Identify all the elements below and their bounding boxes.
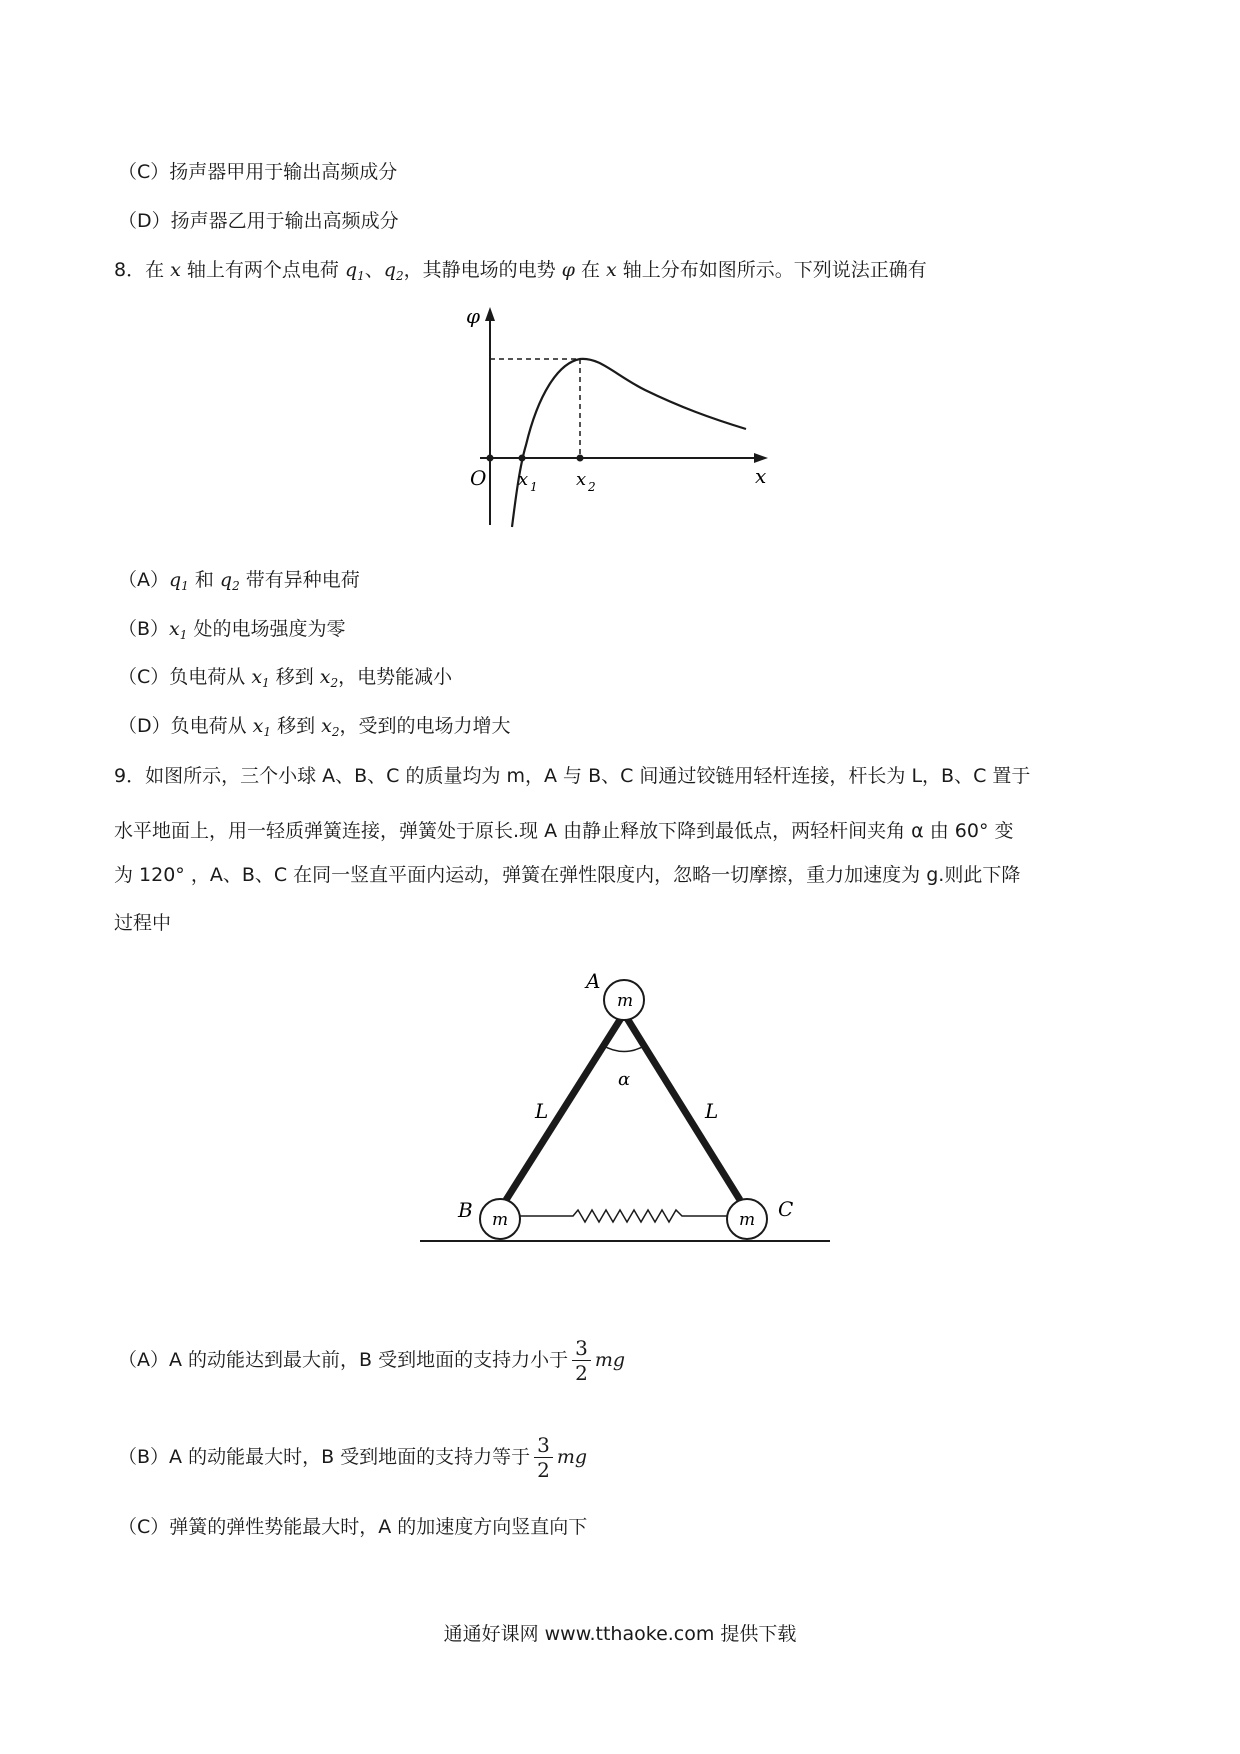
x2-label: x: [576, 469, 587, 490]
q9-option-b: （B）A 的动能最大时，B 受到地面的支持力等于 $\frac{3}{2}$ mg: [118, 1433, 588, 1482]
q8-option-d: （D）负电荷从 $x_1$ 移到 $x_2$，受到的电场力增大: [118, 715, 511, 739]
origin-label: O: [470, 466, 487, 490]
x1-subscript: 1: [530, 480, 538, 494]
q9-option-a: （A）A 的动能达到最大前，B 受到地面的支持力小于 $\frac{3}{2}$ mg: [118, 1336, 626, 1385]
mass-a: m: [617, 991, 634, 1011]
q8-option-c: （C）负电荷从 $x_1$ 移到 $x_2$，电势能减小: [118, 666, 453, 690]
x-axis-label: x: [755, 464, 767, 488]
fraction-b: $\frac{3}{2}$: [534, 1433, 553, 1482]
potential-curve: [512, 359, 746, 527]
q9-stem-line-2: 水平地面上，用一轻质弹簧连接，弹簧处于原长.现 A 由静止释放下降到最低点，两轻杆间夹角 α 由 60° 变: [114, 820, 1014, 842]
spring-triangle-figure: [410, 960, 840, 1250]
label-c: C: [778, 1197, 794, 1221]
rod-right-label: L: [705, 1099, 719, 1123]
potential-graph: [440, 305, 780, 530]
rod-left-label: L: [535, 1099, 549, 1123]
y-axis-label: φ: [466, 305, 481, 328]
q9-stem-line-1: 9．如图所示，三个小球 A、B、C 的质量均为 m，A 与 B、C 间通过铰链用轻杆连接，杆长为 L，B、C 置于: [114, 765, 1031, 787]
q8-option-b: $(B)x_1$ 处的电场强度为零: [118, 618, 346, 642]
label-b: B: [458, 1198, 473, 1222]
spring: [520, 1210, 727, 1222]
q7-option-d: （D）扬声器乙用于输出高频成分: [118, 210, 399, 232]
mass-c: m: [739, 1210, 756, 1230]
x-axis-arrow-icon: [754, 453, 768, 463]
q8-option-a: $(A)q_1$ 和 $q_2$ 带有异种电荷: [118, 569, 360, 593]
y-axis-arrow-icon: [485, 307, 495, 321]
label-a: A: [586, 969, 601, 993]
q9-stem-line-4: 过程中: [114, 912, 172, 934]
q9-option-c: （C）弹簧的弹性势能最大时，A 的加速度方向竖直向下: [118, 1516, 588, 1538]
fraction-a: $\frac{3}{2}$: [572, 1336, 591, 1385]
mass-b: m: [492, 1210, 509, 1230]
x1-label: x: [518, 469, 529, 490]
q8-stem: 8．在 x 轴上有两个点电荷 $q_1$、$q_2$，其静电场的电势 φ 在 x 轴上分布如图所示。下列说法正确有: [114, 259, 927, 283]
footer-watermark: 通通好课网 www.tthaoke.com 提供下载: [443, 1623, 797, 1645]
q7-option-c: （C）扬声器甲用于输出高频成分: [118, 161, 398, 183]
angle-label: α: [618, 1069, 631, 1090]
x2-subscript: 2: [588, 480, 596, 494]
q9-stem-line-3: 为 120° ，A、B、C 在同一竖直平面内运动，弹簧在弹性限度内，忽略一切摩擦，重力加速度为 g.则此下降: [114, 864, 1021, 886]
